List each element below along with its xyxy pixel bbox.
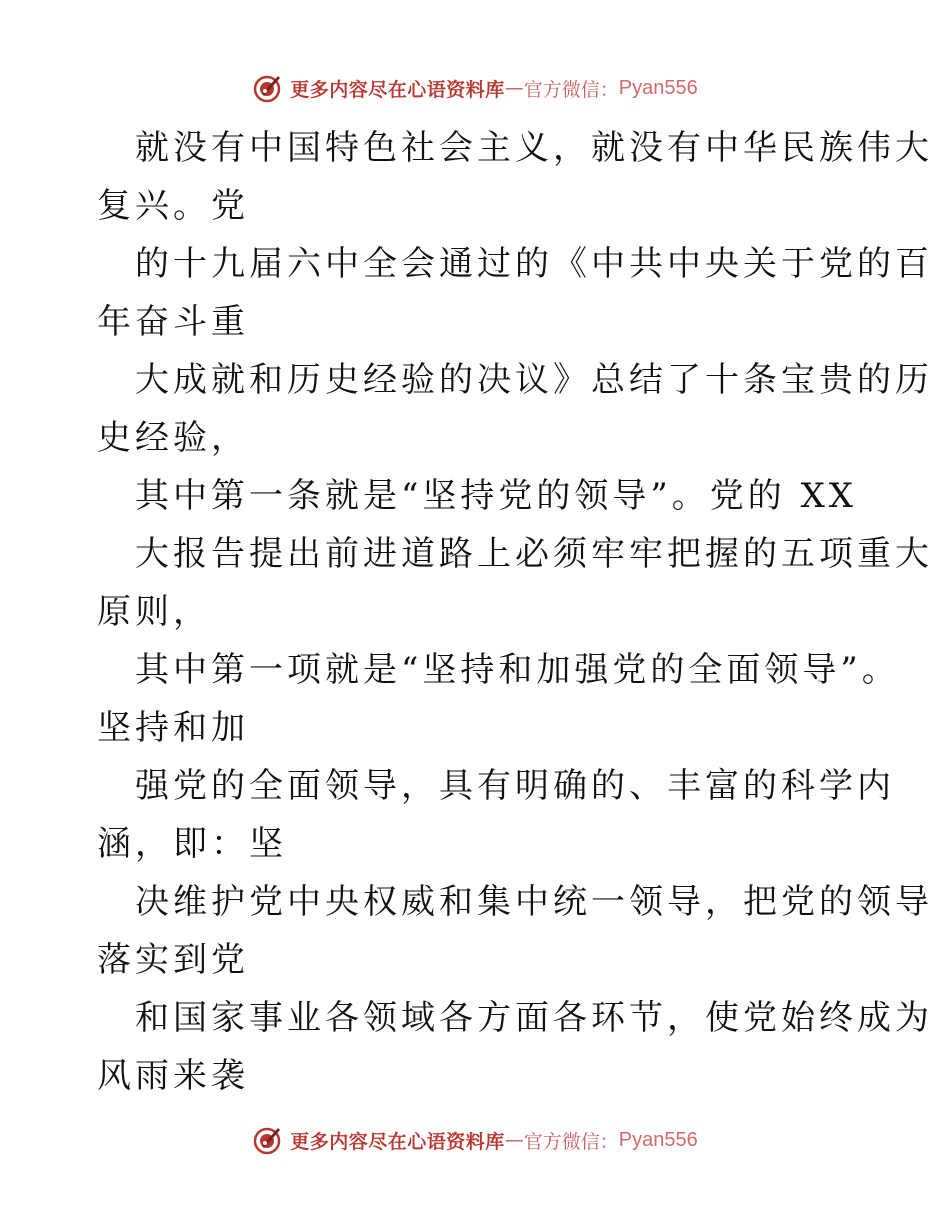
banner-sub-text: 官方微信： bbox=[523, 1130, 619, 1153]
body-line: 强党的全面领导，具有明确的、丰富的科学内 bbox=[135, 766, 895, 806]
banner-sub-text: 官方微信： bbox=[523, 78, 619, 101]
body-line: 风雨来袭 bbox=[97, 1056, 249, 1096]
banner-main-text: 更多内容尽在心语资料库 bbox=[290, 78, 505, 101]
body-line: 就没有中国特色社会主义，就没有中华民族伟大 bbox=[135, 128, 933, 168]
body-line: 大成就和历史经验的决议》总结了十条宝贵的历 bbox=[135, 360, 933, 400]
body-line: 其中第一条就是“坚持党的领导”。党的 XX bbox=[135, 476, 857, 516]
body-line: 落实到党 bbox=[97, 940, 249, 980]
body-line: 决维护党中央权威和集中统一领导，把党的领导 bbox=[135, 882, 933, 922]
body-line: 其中第一项就是“坚持和加强党的全面领导”。 bbox=[135, 650, 900, 690]
banner-dash: — bbox=[504, 1129, 524, 1151]
banner-wechat-id: Pyan556 bbox=[618, 1128, 698, 1151]
body-line: 坚持和加 bbox=[97, 708, 249, 748]
body-line: 的十九届六中全会通过的《中共中央关于党的百 bbox=[135, 244, 933, 284]
body-line: 年奋斗重 bbox=[97, 302, 249, 342]
banner-wechat-id: Pyan556 bbox=[618, 76, 698, 99]
banner-dash: — bbox=[504, 77, 524, 99]
banner-main-text: 更多内容尽在心语资料库 bbox=[290, 1130, 505, 1153]
body-line: 原则， bbox=[97, 592, 211, 632]
body-line: 大报告提出前进道路上必须牢牢把握的五项重大 bbox=[135, 534, 933, 574]
quill-seal-icon bbox=[252, 1124, 284, 1156]
body-line: 史经验， bbox=[97, 418, 249, 458]
header-banner bbox=[0, 68, 950, 108]
body-line: 和国家事业各领域各方面各环节，使党始终成为 bbox=[135, 998, 933, 1038]
quill-seal-icon bbox=[252, 72, 284, 104]
body-line: 复兴。党 bbox=[97, 186, 249, 226]
footer-banner bbox=[0, 1120, 950, 1160]
body-line: 涵，即：坚 bbox=[97, 824, 287, 864]
